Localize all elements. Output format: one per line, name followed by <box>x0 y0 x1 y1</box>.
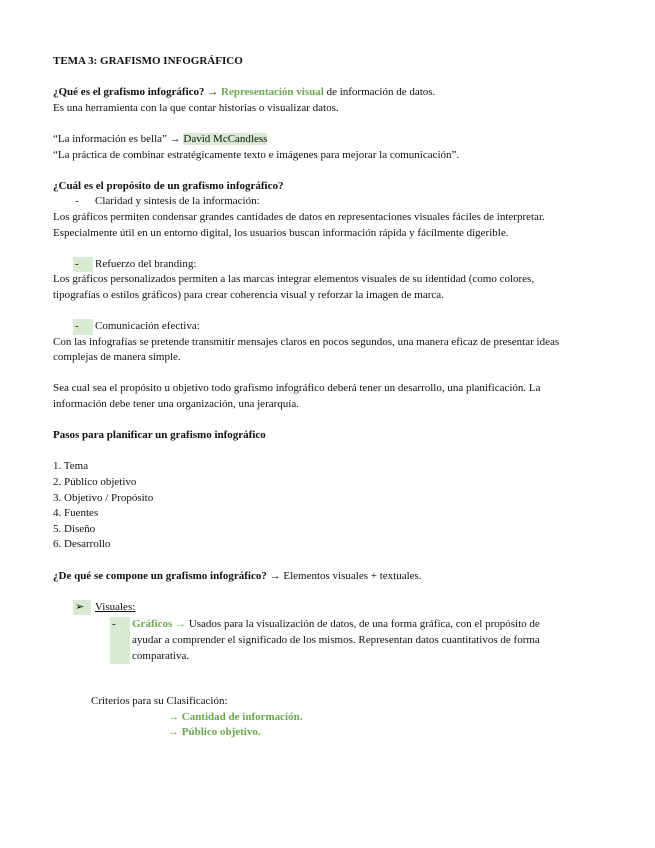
list-item: 2. Público objetivo <box>53 476 137 489</box>
purpose-item-label: Claridad y síntesis de la información: <box>95 195 260 208</box>
compose-line <box>53 569 608 585</box>
arrow-glyph: → <box>175 618 187 631</box>
purpose-conclusion: Sea cual sea el propósito u objetivo todo grafismo infográfico deberá tener un desarrollo, una planificación. La información debe tener una organización, una jerarquía. <box>53 382 541 411</box>
steps-heading: Pasos para planificar un grafismo infográfico <box>53 429 266 442</box>
document-page <box>53 54 608 741</box>
criteria-item: → Público objetivo. <box>168 726 261 739</box>
visuales-item <box>53 600 608 616</box>
purpose-item-clarity <box>53 194 608 210</box>
graficos-item <box>53 617 608 664</box>
criteria-item: → Cantidad de información. <box>168 710 303 723</box>
steps-list <box>53 459 608 553</box>
compose-question: ¿De qué se compone un grafismo infográfico? <box>53 569 267 582</box>
list-item: 1. Tema <box>53 460 89 473</box>
arrow-glyph: → <box>169 132 181 145</box>
list-item: 5. Diseño <box>53 522 96 535</box>
purpose-item-description: Con las infografías se pretende transmitir mensajes claros en pocos segundos, una manera eficaz de presentar ideas complejas de manera simple. <box>53 335 560 364</box>
q1-question: ¿Qué es el grafismo infográfico? <box>53 86 205 99</box>
dash-bullet: - <box>73 319 93 335</box>
q1-rest: de información de datos. <box>323 86 436 99</box>
purpose-item-label: Refuerzo del branding: <box>95 257 197 270</box>
purpose-question: ¿Cuál es el propósito de un grafismo infográfico? <box>53 179 284 192</box>
list-item: 6. Desarrollo <box>53 538 111 551</box>
q1-highlight: Representación visual <box>221 86 324 99</box>
arrowhead-bullet-icon: ➢ <box>73 600 91 616</box>
visuales-label: Visuales: <box>95 600 136 613</box>
graficos-description: Usados para la visualización de datos, de una forma gráfica, con el propósito de ayudar a comprender el significado de los mismos. Representan datos cuantitativos de forma comparativa. <box>132 618 540 662</box>
purpose-item-branding <box>53 257 608 273</box>
purpose-item-description: Los gráficos personalizados permiten a las marcas integrar elementos visuales de su identidad (como colores, tipografías o estilos gráficos) para crear coherencia visual y reforzar la imagen de marca. <box>53 273 535 301</box>
arrow-glyph: → <box>269 569 281 582</box>
list-item: 3. Objetivo / Propósito <box>53 491 154 504</box>
quote-author: David McCandless <box>183 132 268 145</box>
criteria-block <box>53 694 608 741</box>
dash-bullet: - <box>73 257 93 273</box>
q1-description: Es una herramienta con la que contar historias o visualizar datos. <box>53 101 339 114</box>
page-title: TEMA 3: GRAFISMO INFOGRÁFICO <box>53 55 243 67</box>
graficos-text <box>132 617 562 664</box>
dash-bullet: - <box>110 617 130 664</box>
purpose-item-communication <box>53 319 608 335</box>
arrow-glyph: → <box>207 86 219 99</box>
criteria-heading: Criterios para su Clasificación: <box>91 695 228 708</box>
purpose-item-label: Comunicación efectiva: <box>95 320 200 333</box>
list-item: 4. Fuentes <box>53 507 99 520</box>
dash-bullet: - <box>75 195 79 208</box>
q1-line <box>53 85 608 101</box>
compose-answer: Elementos visuales + textuales. <box>280 569 422 582</box>
quote-description: “La práctica de combinar estratégicamente texto e imágenes para mejorar la comunicación”. <box>53 148 460 161</box>
graficos-label: Gráficos <box>132 618 173 631</box>
purpose-item-description: Los gráficos permiten condensar grandes cantidades de datos en representaciones visuales fáciles de interpretar. Especialmente útil en un entorno digital, los usuarios buscan información rápida y fácilmente digerible. <box>53 210 545 239</box>
quote-line <box>53 132 608 148</box>
quote-text: “La información es bella” <box>53 132 167 145</box>
